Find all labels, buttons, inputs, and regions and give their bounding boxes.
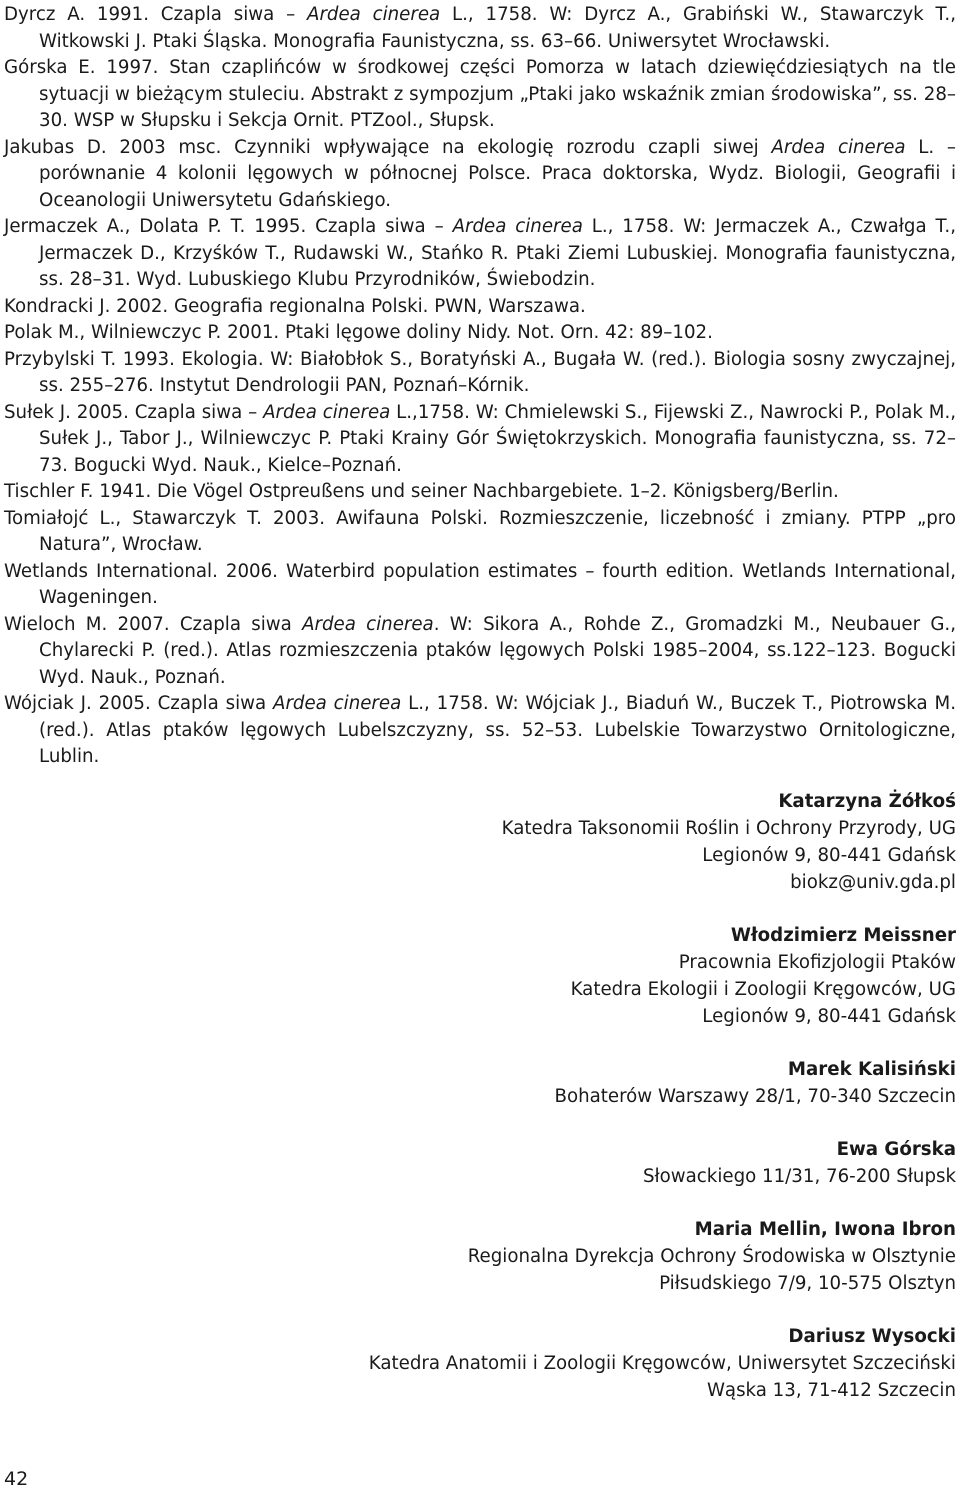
reference-text: Wieloch M. 2007. Czapla siwa [4,613,303,635]
reference-text: Jakubas D. 2003 msc. Czynniki wpływające na ekologię rozrodu czapli siwej [4,136,772,158]
author-block [196,1323,956,1404]
author-address-line: Wąska 13, 71-412 Szczecin [706,1380,956,1401]
author-block [196,922,956,1030]
species-name: Ardea cinerea [307,4,441,25]
reference-entry [4,135,956,215]
author-address-line: Katedra Taksonomii Roślin i Ochrony Przyrody, UG [501,818,956,839]
author-address-line: biokz@univ.gda.pl [790,872,956,893]
reference-text: Przybylski T. 1993. Ekologia. W: Białobłok S., Boratyński A., Bugała W. (red.). Biologia sosny zwyczajnej, ss. 255–276. Instytut Dendrologii PAN, Poznań–Kórnik. [4,348,956,396]
author-name: Ewa Górska [836,1139,956,1160]
author-name: Katarzyna Żółkoś [778,791,956,812]
species-name: Ardea cinerea [263,401,391,423]
reference-text: L., 1758. W: Dyrcz A., Grabiński W., Stawarczyk T., Witkowski J. Ptaki Śląska. Monografia Faunistyczna, ss. 63–66. Uniwersytet Wrocławski. [39,4,956,52]
author-affiliations [196,788,956,1430]
author-address-line: Piłsudskiego 7/9, 10-575 Olsztyn [659,1273,956,1294]
author-name: Marek Kalisiński [787,1059,956,1080]
reference-text: Tomiałojć L., Stawarczyk T. 2003. Awifauna Polski. Rozmieszczenie, liczebność i zmiany. PTPP „pro Natura”, Wrocław. [4,507,956,555]
reference-list [4,2,956,771]
author-block [196,1216,956,1297]
species-name: Ardea cinerea [771,136,906,158]
reference-text: Kondracki J. 2002. Geografia regionalna Polski. PWN, Warszawa. [4,295,586,317]
author-address-line: Legionów 9, 80-441 Gdańsk [702,1006,956,1027]
author-address-line: Pracownia Ekofizjologii Ptaków [678,952,956,973]
reference-text: Sułek J. 2005. Czapla siwa – [4,401,264,423]
author-block [196,788,956,896]
reference-text: L., 1758. W: Jermaczek A., Czwałga T., Jermaczek D., Krzyśków T., Rudawski W., Stańko R. Ptaki Ziemi Lubuskiej. Monografia faunistyczna, ss. 28–31. Wyd. Lubuskiego Klubu Przyrodników, Świebodzin. [39,216,956,290]
author-name: Włodzimierz Meissner [730,925,956,946]
reference-entry [4,559,956,612]
reference-entry [4,347,956,400]
author-address-line: Katedra Ekologii i Zoologii Kręgowców, UG [570,979,956,1000]
author-name: Maria Mellin, Iwona Ibron [694,1219,956,1240]
reference-entry [4,294,956,321]
author-block [196,1136,956,1190]
reference-text: Wetlands International. 2006. Waterbird population estimates – fourth edition. Wetlands International, Wageningen. [4,560,956,608]
reference-text: L.,1758. W: Chmielewski S., Fijewski Z., Nawrocki P., Polak M., Sułek J., Tabor J., Wilniewczyc P. Ptaki Krainy Gór Świętokrzyskich. Monografia faunistyczna, ss. 72–73. Bogucki Wyd. Nauk., Kielce–Poznań. [39,401,957,476]
author-name: Dariusz Wysocki [788,1326,956,1347]
page-number: 42 [4,1468,29,1490]
reference-text: Wójciak J. 2005. Czapla siwa [4,693,273,714]
reference-entry [4,479,956,506]
reference-text: Górska E. 1997. Stan czaplińców w środkowej części Pomorza w latach dziewięćdziesiątych na tle sytuacji w bieżącym stuleciu. Abstrakt z sympozjum „Ptaki jako wskaźnik zmian środowiska”, ss. 28–30. WSP w Słupsku i Sekcja Ornit. PTZool., Słupsk. [4,57,956,131]
species-name: Ardea cinerea [452,216,583,237]
author-address-line: Legionów 9, 80-441 Gdańsk [702,845,956,866]
reference-text: L. – porównanie 4 kolonii lęgowych w północnej Polsce. Praca doktorska, Wydz. Biologii, Geografii i Oceanologii Uniwersytetu Gdańskiego. [39,136,956,211]
reference-text: Dyrcz A. 1991. Czapla siwa – [4,4,307,25]
author-address-line: Katedra Anatomii i Zoologii Kręgowców, Uniwersytet Szczeciński [368,1353,956,1374]
reference-entry [4,2,956,55]
reference-entry [4,691,956,771]
reference-text: . W: Sikora A., Rohde Z., Gromadzki M., Neubauer G., Chylarecki P. (red.). Atlas rozmieszczenia ptaków lęgowych Polski 1985–2004, ss.122–123. Bogucki Wyd. Nauk., Poznań. [39,613,956,688]
author-address-line: Bohaterów Warszawy 28/1, 70-340 Szczecin [554,1086,956,1107]
author-address-line: Regionalna Dyrekcja Ochrony Środowiska w Olsztynie [467,1246,956,1267]
reference-text: Polak M., Wilniewczyc P. 2001. Ptaki lęgowe doliny Nidy. Not. Orn. 42: 89–102. [4,322,713,343]
author-block [196,1056,956,1110]
reference-text: Jermaczek A., Dolata P. T. 1995. Czapla siwa – [4,216,453,237]
species-name: Ardea cinerea [302,613,434,635]
species-name: Ardea cinerea [273,693,402,714]
reference-entry [4,55,956,135]
reference-text: Tischler F. 1941. Die Vögel Ostpreußens und seiner Nachbargebiete. 1–2. Königsberg/Berlin. [4,481,839,502]
author-address-line: Słowackiego 11/31, 76-200 Słupsk [642,1166,956,1187]
reference-text: L., 1758. W: Wójciak J., Biaduń W., Buczek T., Piotrowska M. (red.). Atlas ptaków lęgowych Lubelszczyzny, ss. 52–53. Lubelskie Towarzystwo Ornitologiczne, Lublin. [39,693,956,767]
reference-entry [4,320,956,347]
reference-entry [4,214,956,294]
reference-entry [4,506,956,559]
reference-entry [4,612,956,692]
reference-entry [4,400,956,480]
